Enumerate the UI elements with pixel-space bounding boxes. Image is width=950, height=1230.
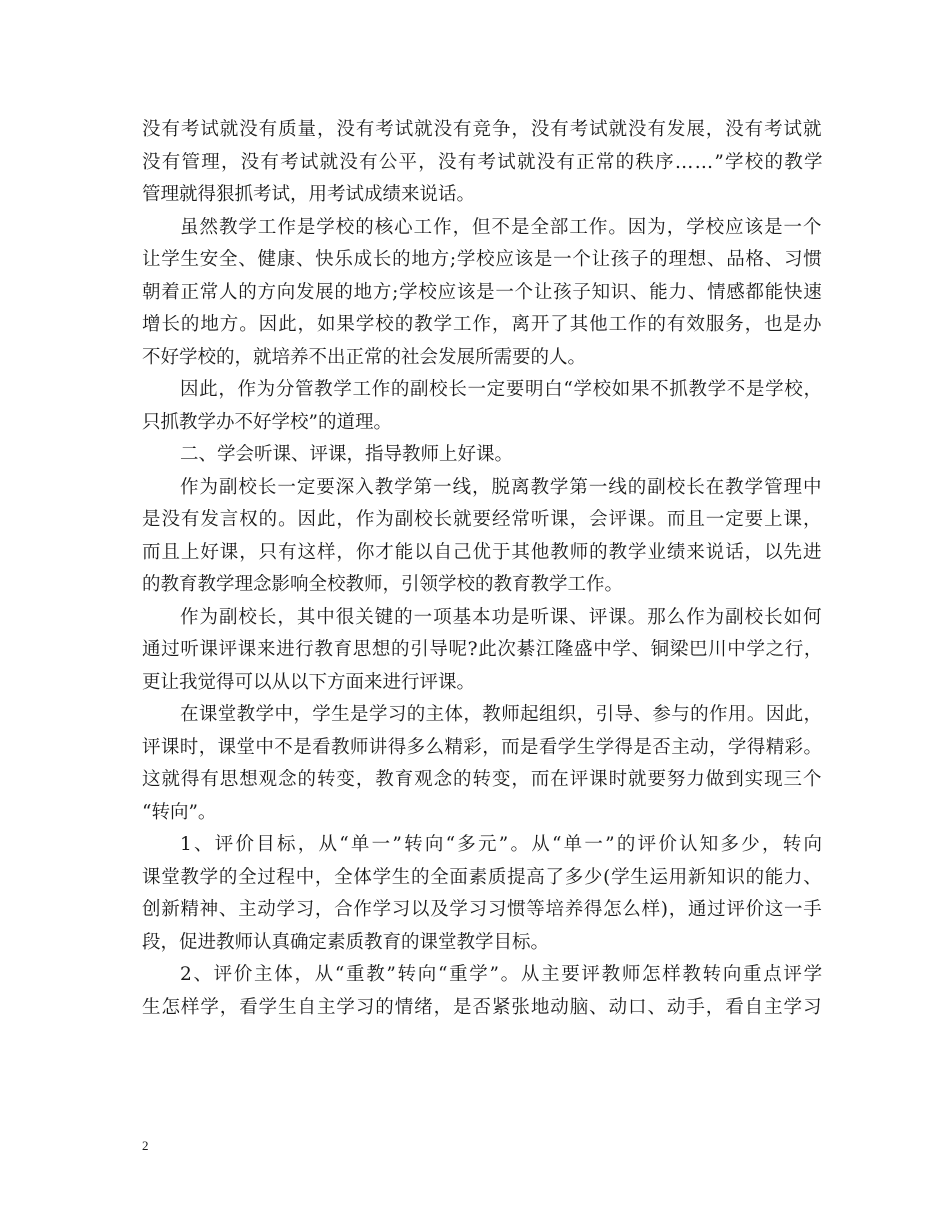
text-line: 没有考试就没有质量，没有考试就没有竞争，没有考试就没有发展，没有考试就 bbox=[142, 119, 823, 140]
text-line: 朝着正常人的方向发展的地方;学校应该是一个让孩子知识、能力、情感都能快速 bbox=[142, 281, 823, 303]
text-line: 而且上好课，只有这样，你才能以自己优于其他教师的教学业绩来说话，以先进 bbox=[142, 541, 823, 563]
text-line: 因此，作为分管教学工作的副校长一定要明白“学校如果不抓教学不是学校， bbox=[180, 379, 823, 400]
text-line: 是没有发言权的。因此，作为副校长就要经常听课，会评课。而且一定要上课， bbox=[142, 509, 823, 530]
text-line: 管理就得狠抓考试，用考试成绩来说话。 bbox=[142, 184, 476, 205]
paragraph bbox=[142, 212, 822, 375]
text-line: 二、学会听课、评课，指导教师上好课。 bbox=[180, 444, 514, 465]
paragraph bbox=[142, 439, 822, 472]
text-line: 创新精神、主动学习，合作学习以及学习习惯等培养得怎么样)，通过评价这一手 bbox=[142, 899, 823, 920]
text-line: 评课时，课堂中不是看教师讲得多么精彩，而是看学生学得是否主动，学得精彩。 bbox=[142, 736, 823, 758]
text-line: 只抓教学办不好学校”的道理。 bbox=[142, 411, 392, 433]
text-line: 这就得有思想观念的转变，教育观念的转变，而在评课时就要努力做到实现三个 bbox=[142, 769, 823, 790]
paragraph bbox=[142, 602, 822, 700]
text-line: “转向”。 bbox=[142, 801, 217, 823]
page-number: 2 bbox=[142, 1138, 149, 1153]
text-line: 通过听课评课来进行教育思想的引导呢?此次綦江隆盛中学、铜梁巴川中学之行， bbox=[142, 639, 824, 660]
paragraph bbox=[142, 699, 822, 829]
paragraph bbox=[142, 472, 822, 602]
paragraph bbox=[142, 114, 822, 212]
text-line: 更让我觉得可以从以下方面来进行评课。 bbox=[142, 671, 476, 693]
text-line: 生怎样学，看学生自主学习的情绪，是否紧张地动脑、动口、动手，看自主学习 bbox=[142, 996, 823, 1018]
text-line: 虽然教学工作是学校的核心工作，但不是全部工作。因为，学校应该是一个 bbox=[180, 216, 823, 238]
text-line: 作为副校长一定要深入教学第一线，脱离教学第一线的副校长在教学管理中 bbox=[180, 476, 823, 498]
text-line: 段，促进教师认真确定素质教育的课堂教学目标。 bbox=[142, 931, 550, 953]
text-line: 在课堂教学中，学生是学习的主体，教师起组织，引导、参与的作用。因此， bbox=[180, 704, 823, 725]
text-line: 让学生安全、健康、快乐成长的地方;学校应该是一个让孩子的理想、品格、习惯 bbox=[142, 249, 823, 270]
text-line: 作为副校长，其中很关键的一项基本功是听课、评课。那么作为副校长如何 bbox=[180, 606, 823, 628]
text-line: 课堂教学的全过程中，全体学生的全面素质提高了多少(学生运用新知识的能力、 bbox=[142, 866, 823, 888]
text-line: 不好学校的，就培养不出正常的社会发展所需要的人。 bbox=[142, 346, 587, 368]
text-line: 2、评价主体，从“重教”转向“重学”。从主要评教师怎样教转向重点评学 bbox=[180, 964, 824, 985]
paragraph bbox=[142, 829, 825, 959]
text-line: 没有管理，没有考试就没有公平，没有考试就没有正常的秩序……”学校的教学 bbox=[142, 151, 824, 173]
text-line: 1、评价目标，从“单一”转向“多元”。从“单一”的评价认知多少，转向 bbox=[180, 834, 825, 855]
paragraph bbox=[142, 374, 822, 439]
text-line: 的教育教学理念影响全校教师，引领学校的教育教学工作。 bbox=[142, 574, 624, 595]
text-line: 增长的地方。因此，如果学校的教学工作，离开了其他工作的有效服务，也是办 bbox=[142, 314, 823, 335]
paragraph bbox=[142, 959, 822, 1024]
document-body bbox=[142, 114, 825, 1024]
